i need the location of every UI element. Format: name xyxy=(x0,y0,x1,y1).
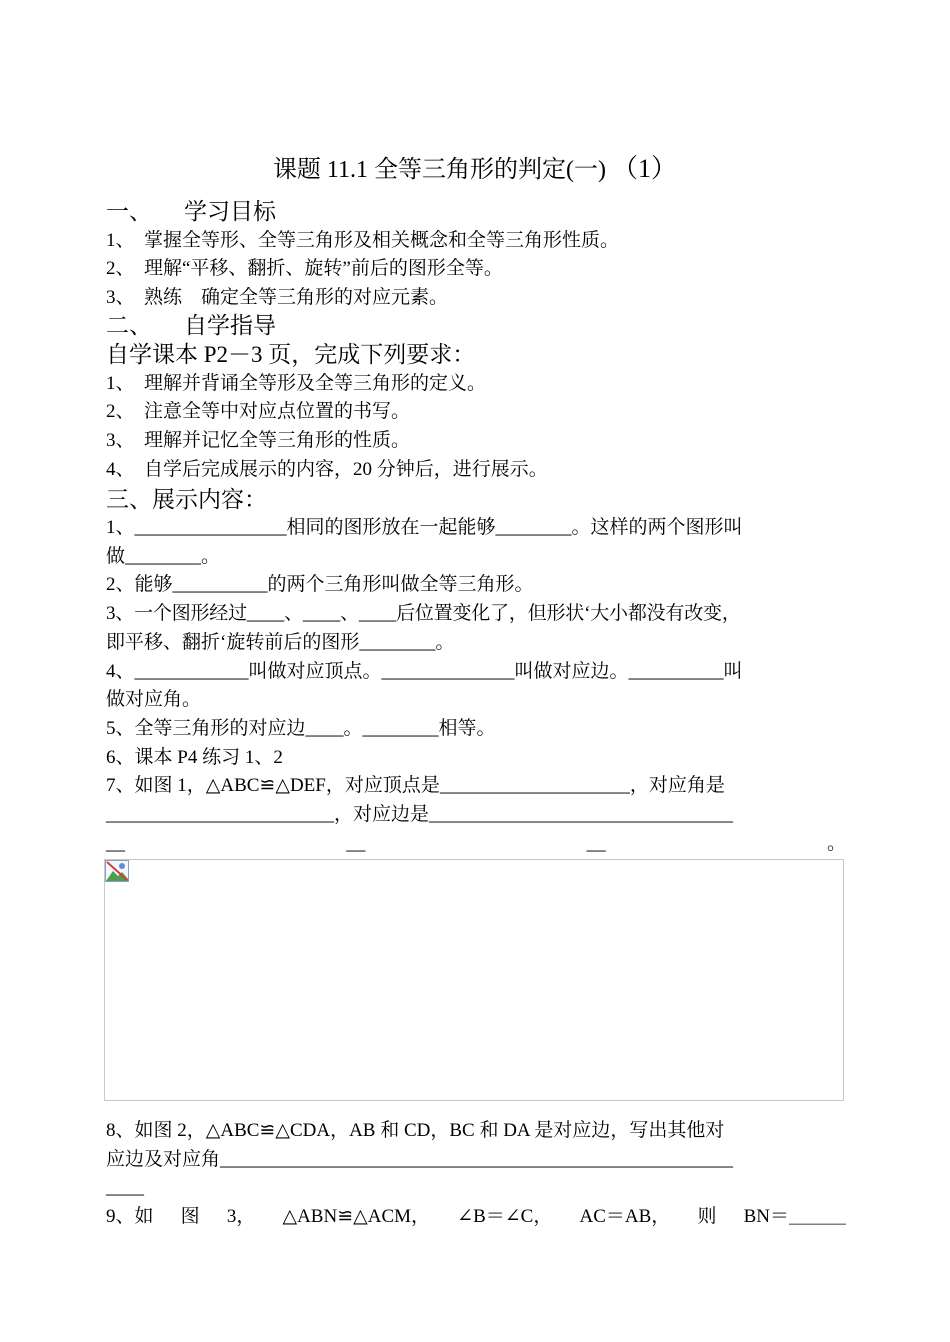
blank-segment: __ xyxy=(346,833,366,854)
question-2: 2、能够__________的两个三角形叫做全等三角形。 xyxy=(106,574,534,595)
section-number: 二、 xyxy=(106,313,152,338)
section-1-heading xyxy=(106,198,846,226)
q9-word: 3， xyxy=(226,1206,256,1227)
goal-number: 2、 xyxy=(106,258,135,279)
goal-text: 理解“平移、翻折、旋转”前后的图形全等。 xyxy=(144,258,503,279)
q9-word: BN＝＿＿＿ xyxy=(743,1206,846,1227)
q9-word: 9、如 xyxy=(106,1206,154,1227)
section-3-heading: 三、展示内容： xyxy=(106,487,267,512)
goal-item xyxy=(106,228,846,254)
title-main: 课题 11.1 全等三角形的判定(一) xyxy=(272,157,607,183)
question-6: 6、课本 P4 练习 1、2 xyxy=(106,747,283,768)
requirement-text: 理解并背诵全等形及全等三角形的定义。 xyxy=(144,373,487,394)
question-4-line-1: 4、____________叫做对应顶点。______________叫做对应边。__________叫 xyxy=(106,661,743,682)
requirement-text: 理解并记忆全等三角形的性质。 xyxy=(144,430,411,451)
figure-1-placeholder xyxy=(104,859,844,1101)
requirement-text: 注意全等中对应点位置的书写。 xyxy=(144,401,411,422)
question-7-line-1: 7、如图 1，△ABC≌△DEF，对应顶点是____________________，对应角是 xyxy=(106,775,725,796)
section-number: 一、 xyxy=(106,199,152,224)
goal-number: 1、 xyxy=(106,230,135,251)
question-4-line-2: 做对应角。 xyxy=(106,689,202,710)
question-8-line-1: 8、如图 2，△ABC≌△CDA，AB 和 CD，BC 和 DA 是对应边，写出其他对 xyxy=(106,1120,725,1141)
requirement-item xyxy=(106,428,846,454)
blank-segment: __ xyxy=(586,833,606,854)
q9-word: 图 xyxy=(180,1206,200,1227)
question-7-line-2: ________________________，对应边是________________________________ xyxy=(106,804,734,825)
goal-item xyxy=(106,256,846,282)
broken-image-icon xyxy=(105,860,129,882)
question-3-line-1: 3、一个图形经过____、____、____后位置变化了，但形状‘大小都没有改变， xyxy=(106,603,741,624)
question-1-line-1: 1、________________相同的图形放在一起能够________。这样的两个图形叫 xyxy=(106,517,743,538)
requirement-number: 1、 xyxy=(106,373,135,394)
q9-word: ∠B＝∠C， xyxy=(457,1206,553,1227)
goal-text: 熟练 确定全等三角形的对应元素。 xyxy=(144,287,449,308)
goal-item xyxy=(106,285,846,311)
q9-word: △ABN≌△ACM， xyxy=(282,1206,431,1227)
goal-text: 掌握全等形、全等三角形及相关概念和全等三角形性质。 xyxy=(144,230,620,251)
question-3-line-2: 即平移、翻折‘旋转前后的图形________。 xyxy=(106,632,455,653)
requirement-item xyxy=(106,371,846,397)
section-title: 自学指导 xyxy=(184,313,276,338)
section-2-heading xyxy=(106,312,846,340)
question-8-line-2: 应边及对应角______________________________________________________ xyxy=(106,1149,734,1170)
q9-word: AC＝AB， xyxy=(579,1206,671,1227)
question-8-line-3: ____ xyxy=(106,1177,144,1198)
section-title: 学习目标 xyxy=(184,199,276,224)
question-1-line-2: 做________。 xyxy=(106,546,221,567)
title-number: （1） xyxy=(612,154,678,183)
question-5: 5、全等三角形的对应边____。________相等。 xyxy=(106,718,496,739)
blank-segment: __ xyxy=(106,833,125,854)
question-7-line-3 xyxy=(106,831,846,857)
self-study-intro: 自学课本 P2－3 页，完成下列要求： xyxy=(106,342,476,367)
requirement-number: 3、 xyxy=(106,430,135,451)
requirement-number: 4、 xyxy=(106,459,135,480)
q9-word: 则 xyxy=(697,1206,717,1227)
page-title xyxy=(0,154,950,185)
period: 。 xyxy=(826,833,846,854)
goal-number: 3、 xyxy=(106,287,135,308)
requirement-item xyxy=(106,399,846,425)
requirement-number: 2、 xyxy=(106,401,135,422)
question-9 xyxy=(106,1204,846,1230)
requirement-item xyxy=(106,457,846,483)
requirement-text: 自学后完成展示的内容，20 分钟后，进行展示。 xyxy=(144,459,548,480)
